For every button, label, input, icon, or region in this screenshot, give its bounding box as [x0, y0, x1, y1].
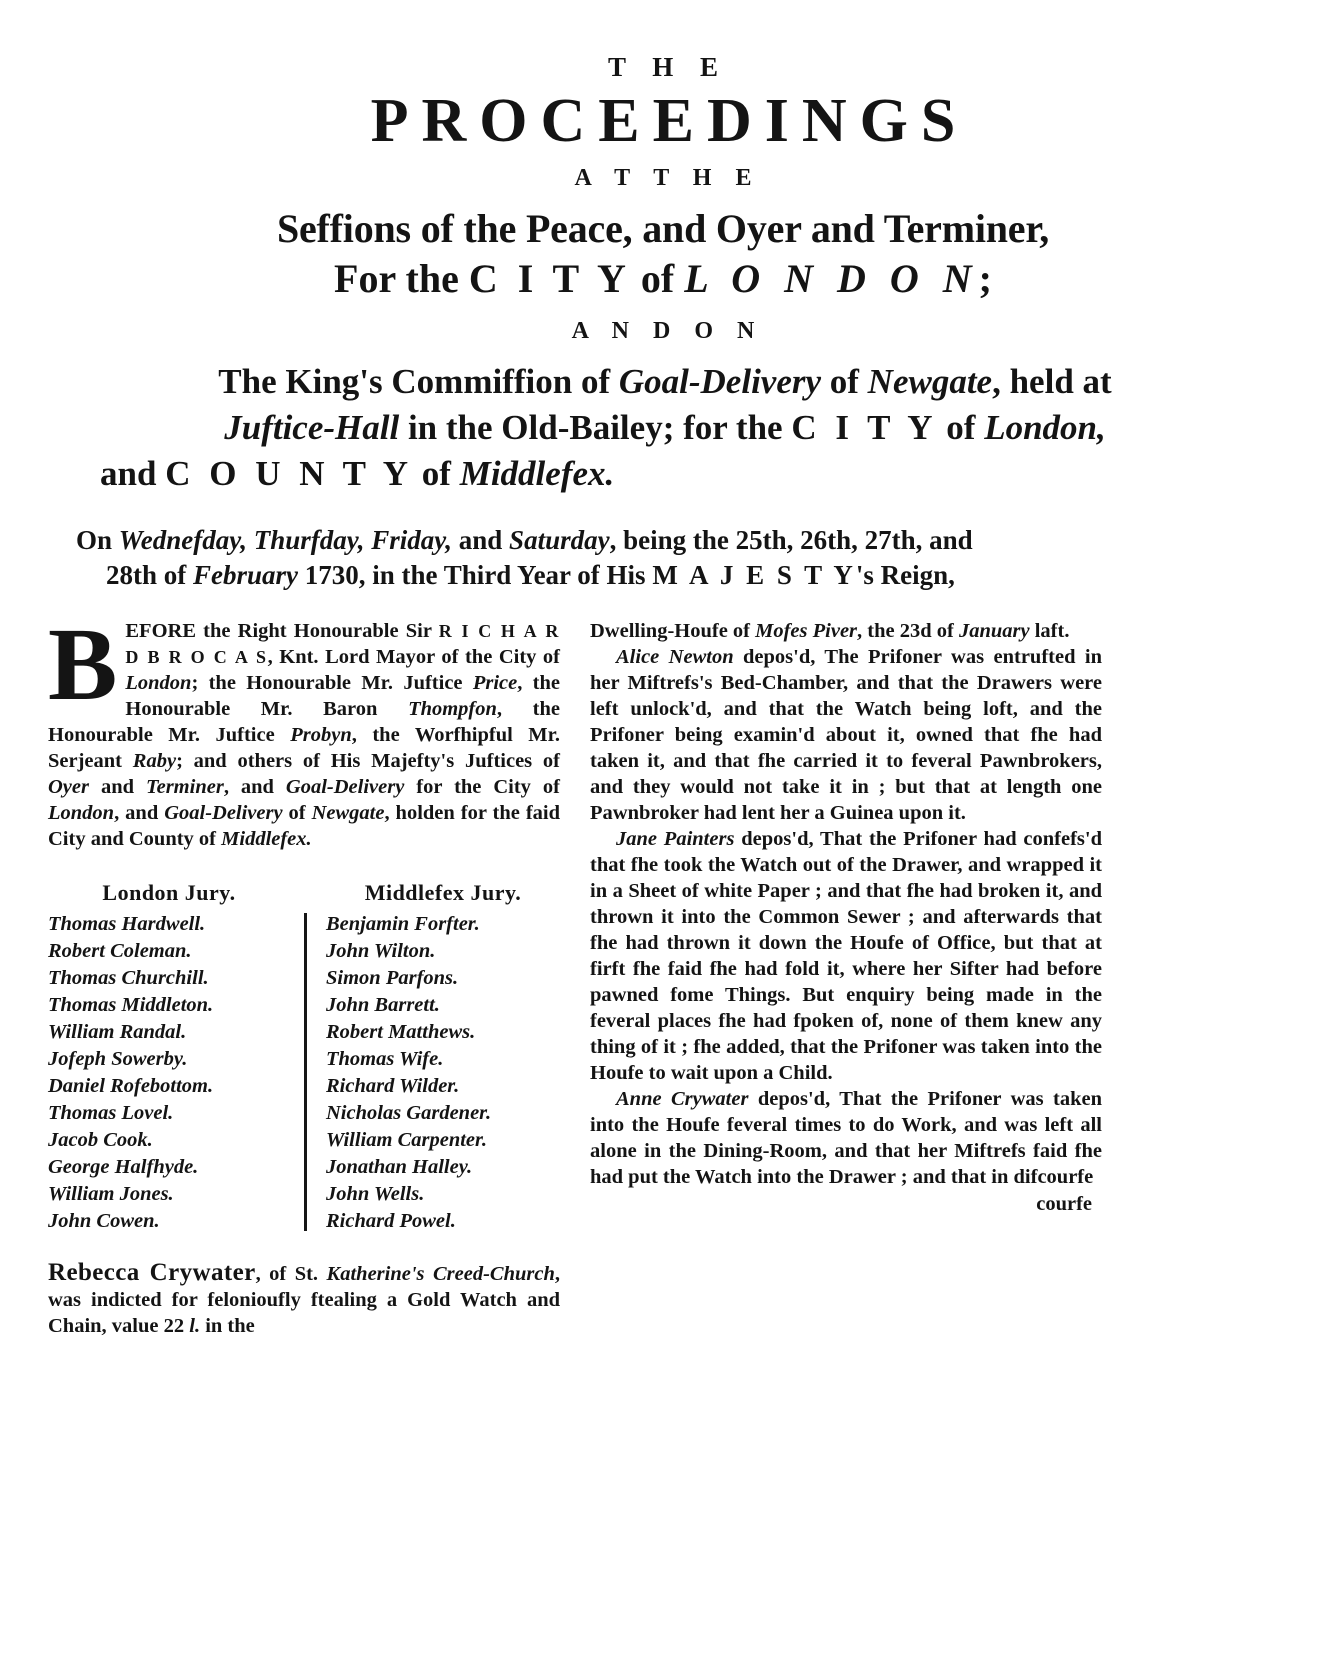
middlesex-term: Middlefex.: [459, 454, 615, 494]
jury-name-middlesex: Simon Parfons.: [326, 967, 459, 990]
text-run-7: Thompfon: [408, 698, 497, 721]
text-run-0: Anne Crywater: [616, 1088, 749, 1111]
drop-cap-letter: B: [48, 607, 118, 723]
deposition-paragraph: [590, 619, 1102, 645]
jury-name-london: Jacob Cook.: [48, 1128, 153, 1151]
jury-name-london: Robert Coleman.: [48, 940, 192, 963]
body-columns: [48, 607, 1278, 1340]
jury-divider-rule: [304, 913, 307, 1230]
jury-name-london: Thomas Hardwell.: [48, 913, 206, 936]
text-run-1: depos'd, That the Prifoner had confefs'd that fhe took the Watch out of the Drawer, and wrapped it in a Sheet of white Paper ; and that fhe had broken it, and thrown it into the Common Sewer ; and afterwards that fhe had thrown it down the Houfe of Office, but that at firft fhe faid fhe had fold it, where her Sifter had before pawned fome Things. But enquiry being made in the feveral places fhe had fpoken of, none of them knew any thing of it ; fhe added, that the Prifoner was taken into the Houfe to wait upon a Child.: [590, 828, 1102, 1085]
text-run-1: R I C H A R D B R O C A S: [125, 621, 560, 668]
text-run-25: Middlefex.: [221, 828, 312, 851]
goal-delivery-term: Goal-Delivery: [618, 361, 822, 401]
text-run-18: for the City of: [404, 776, 560, 799]
text-run-8: , the Honourable Mr. Juftice: [48, 698, 561, 747]
text-run-5: in the: [200, 1315, 255, 1338]
text-run-10: , the Worfhipful Mr. Serjeant: [48, 724, 560, 773]
text-run-0: Dwelling-Houfe of: [590, 620, 756, 643]
commission-text-c: of: [821, 361, 868, 401]
text-run-1: depos'd, That the Prifoner was taken into the Houfe feveral times to do Work, and was left all alone in the Dining-Room, and that her Miftrefs faid fhe had put the Watch into the Drawer ; and that in difcourfe: [590, 1088, 1102, 1189]
text-run-9: Probyn: [290, 724, 352, 747]
text-run-1: , of St.: [255, 1262, 327, 1285]
catchword: courfe: [1036, 1193, 1092, 1216]
text-run-12: ; and others of His Majefty's Juftices of: [176, 750, 560, 773]
commission-line-1: [88, 359, 1242, 405]
masthead: [0, 0, 1326, 593]
jury-name-london: William Jones.: [48, 1182, 174, 1205]
weekdays-term: Wednefday, Thurfday, Friday,: [118, 525, 452, 556]
trial-entry: [48, 1257, 560, 1341]
jury-name-middlesex: Richard Wilder.: [326, 1074, 460, 1097]
jury-name-london: George Halfhyde.: [48, 1155, 199, 1178]
jury-name-middlesex: Benjamin Forfter.: [326, 913, 480, 936]
of-text: of: [630, 255, 685, 301]
jury-name-middlesex: John Wells.: [326, 1182, 425, 1205]
commission-text-a: The King's Commiffion of: [218, 361, 619, 401]
text-run-20: , and: [114, 802, 165, 825]
date-text-h: 's Reign,: [855, 560, 955, 591]
text-run-11: Raby: [132, 750, 177, 773]
jury-name-middlesex: Nicholas Gardener.: [326, 1101, 492, 1124]
jury-name-middlesex: Jonathan Halley.: [326, 1155, 473, 1178]
jury-name-london: Thomas Lovel.: [48, 1101, 174, 1124]
text-run-24: , holden for the faid City and County of: [48, 802, 560, 851]
deposition-paragraph: [590, 1087, 1102, 1191]
text-run-23: Newgate: [311, 802, 385, 825]
text-run-5: Price: [472, 672, 518, 695]
commission-text-f: in the Old-Bailey; for the: [399, 407, 792, 447]
masthead-city-line: [70, 254, 1256, 304]
jury-name-london: William Randal.: [48, 1021, 187, 1044]
county-word: C O U N T Y: [165, 454, 414, 494]
commission-text-e: , held at: [992, 361, 1112, 401]
jury-name-london: John Cowen.: [48, 1209, 160, 1232]
masthead-line-the: T H E: [607, 52, 729, 82]
opening-paragraph-text: [48, 607, 561, 853]
deposition-paragraph: [590, 827, 1102, 1087]
jury-name-london: Jofeph Sowerby.: [48, 1047, 188, 1070]
trial-indictment-text: [48, 1257, 560, 1341]
february-term: February: [193, 560, 299, 591]
city-word-2: C I T Y: [791, 407, 938, 447]
commission-text-h: and: [100, 454, 166, 494]
jury-name-london: Thomas Middleton.: [48, 994, 214, 1017]
text-run-17: Goal-Delivery: [285, 776, 405, 799]
text-run-4: ; the Honourable Mr. Juftice: [191, 672, 473, 695]
commission-line-2: [88, 405, 1242, 451]
date-text-c: and: [452, 525, 510, 556]
text-run-1: depos'd, The Prifoner was entrufted in her Miftrefs's Bed-Chamber, and that the Drawers were left unlock'd, and that the Watch being loft, and the Prifoner being examin'd about it, owned that fhe had taken it, and that fhe carried it to feveral Pawnbrokers, and they would not take it in ; but that at length one Pawnbroker had lent her a Guinea upon it.: [590, 646, 1102, 825]
text-run-15: Terminer: [145, 776, 224, 799]
middlesex-jury-column: [304, 879, 560, 1234]
jury-name-middlesex: Thomas Wife.: [326, 1047, 444, 1070]
jury-name-london: Daniel Rofebottom.: [48, 1074, 214, 1097]
text-run-14: and: [88, 776, 146, 799]
text-run-3: January: [958, 620, 1030, 643]
text-run-16: , and: [223, 776, 286, 799]
page-title: PROCEEDINGS: [370, 87, 969, 155]
opening-paragraph: [48, 607, 561, 853]
date-text-a: On: [76, 525, 119, 556]
text-run-6: , the Honourable Mr. Baron: [125, 672, 560, 721]
majesty-word: M A J E S T Y: [652, 560, 856, 591]
middlesex-jury-name-list: [326, 911, 560, 1234]
text-run-2: , Knt. Lord Mayor of the City of: [267, 646, 561, 669]
jury-name-london: Thomas Churchill.: [48, 967, 209, 990]
commission-text-g: of: [937, 407, 985, 447]
masthead-line-at-the: A T T H E: [574, 164, 761, 191]
london-jury-heading: London Jury.: [102, 880, 236, 906]
for-the-text: For the: [334, 255, 469, 301]
text-run-0: EFORE the Right Honourable Sir: [125, 620, 439, 643]
masthead-sessions-line: Seffions of the Peace, and Oyer and Terminer,: [276, 205, 1050, 251]
city-word: C I T Y: [468, 255, 631, 301]
commission-line-3: [88, 451, 1242, 497]
date-text-e: , being the 25th, 26th, 27th, and: [609, 525, 973, 556]
commission-text-i: of: [413, 454, 460, 494]
commission-statement: [70, 359, 1256, 498]
jury-name-middlesex: William Carpenter.: [326, 1128, 487, 1151]
deposition-paragraph: [590, 645, 1102, 827]
text-run-13: Oyer: [48, 776, 89, 799]
jury-name-middlesex: John Barrett.: [326, 994, 440, 1017]
sessions-date-note: [70, 497, 1256, 593]
jury-name-middlesex: Robert Matthews.: [326, 1021, 476, 1044]
london-term: London,: [984, 407, 1106, 447]
text-run-0: Rebecca Crywater: [48, 1258, 256, 1286]
date-text-g: 1730, in the Third Year of His: [298, 560, 653, 591]
london-word: L O N D O N: [684, 255, 979, 301]
text-run-22: of: [282, 802, 312, 825]
text-run-4: l.: [189, 1315, 201, 1338]
london-jury-name-list: [48, 911, 290, 1234]
text-run-2: , the 23d of: [857, 620, 959, 643]
right-column: [590, 619, 1102, 1340]
text-run-2: Katherine's Creed-Church: [326, 1262, 555, 1285]
middlesex-jury-heading: Middlefex Jury.: [364, 880, 522, 906]
text-run-0: Alice Newton: [616, 646, 734, 669]
justice-hall-term: Juftice-Hall: [224, 407, 400, 447]
text-run-0: Jane Painters: [616, 828, 735, 851]
text-run-4: laft.: [1029, 620, 1070, 643]
text-run-1: Mofes Piver: [755, 620, 858, 643]
right-column-paragraphs: [590, 619, 1102, 1191]
jury-name-middlesex: Richard Powel.: [326, 1209, 456, 1232]
masthead-line-and-on: A N D O N: [571, 317, 764, 344]
semicolon-mark: ;: [978, 255, 992, 301]
saturday-term: Saturday: [509, 525, 610, 556]
left-column: [48, 607, 561, 1340]
newgate-term: Newgate: [867, 361, 993, 401]
jury-lists: [48, 879, 560, 1234]
text-run-19: London: [48, 802, 115, 825]
text-run-3: London: [125, 672, 192, 695]
date-line-2: [76, 558, 1250, 593]
text-run-21: Goal-Delivery: [164, 802, 283, 825]
london-jury-column: [48, 879, 304, 1234]
jury-name-middlesex: John Wilton.: [326, 940, 436, 963]
text-run-3: , was indicted for felonioufly ftealing a Gold Watch and Chain, value 22: [48, 1262, 560, 1338]
date-text-f: 28th of: [106, 560, 193, 591]
